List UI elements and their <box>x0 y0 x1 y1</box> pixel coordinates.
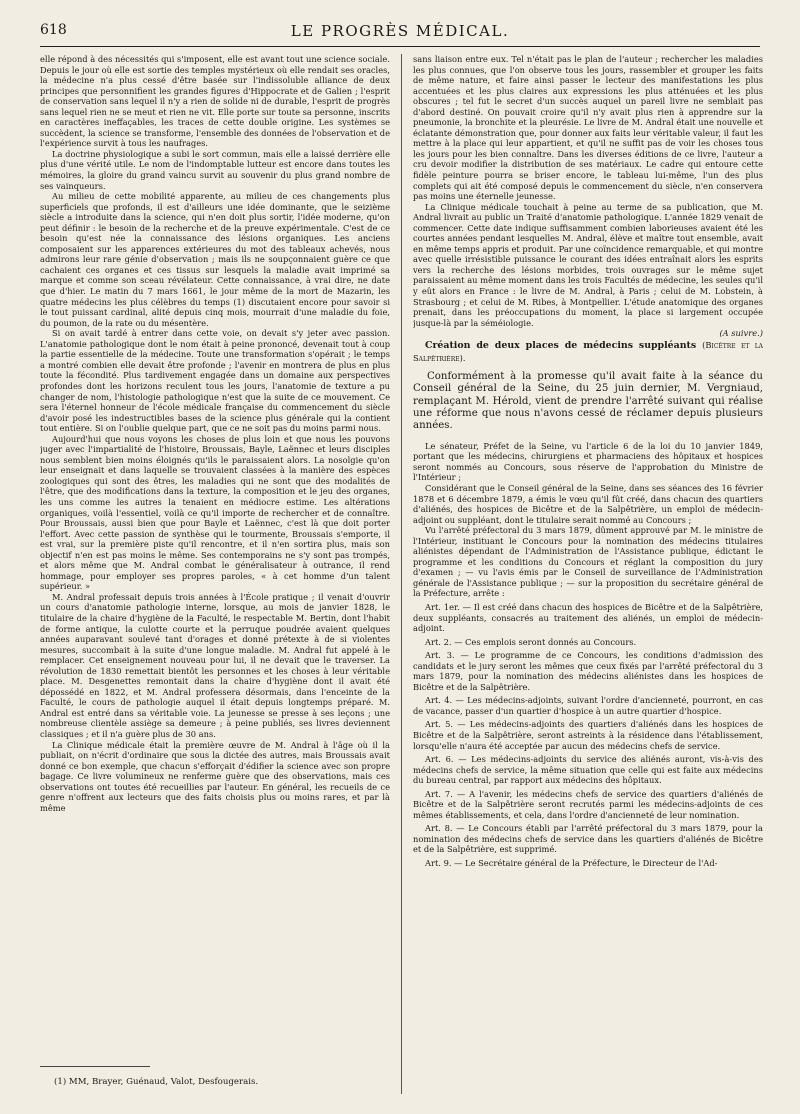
page-number: 618 <box>40 22 67 38</box>
journal-title: LE PROGRÈS MÉDICAL. <box>290 22 510 40</box>
paragraph: La doctrine physiologique a subi le sort commun, mais elle a laissé derrière elle plus d'une vérité utile. Le nom de l'indomptable lutteur est encore dans toutes les mémoires, la gloire du grand vaincu survit au souvenir du plus grand nombre de ses vainqueurs. <box>40 148 390 191</box>
decree-paragraph: Le sénateur, Préfet de la Seine, vu l'article 6 de la loi du 10 janvier 1849, portant que les médecins, chirurgiens et pharmaciens des hôpitaux et hospices seront nommés au Concours, sous réserve de l'approbation du Ministre de l'Intérieur ; <box>413 440 763 483</box>
paragraph: La Clinique médicale était la première œuvre de M. Andral à l'âge où il la publiait, on n'écrit d'ordinaire que sous la dictée des autres, mais Broussais avait donné ce bon exemple, que chacun s'efforçait d'édifier la science avec son propre bagage. Ce livre volumineux ne renferme guère que des observations, mais ces observations ont toutes été recueillies par l'auteur. En général, les recueils de ce genre n'offrent aux lecteurs que des faits choisis plus ou moins rares, et par là même <box>40 739 390 813</box>
footnote: (1) MM, Brayer, Guénaud, Valot, Desfougerais. <box>54 1077 259 1087</box>
article: Art. 2. — Ces emplois seront donnés au Concours. <box>425 636 637 647</box>
left-column <box>40 54 390 1056</box>
lead-paragraph: Conformément à la promesse qu'il avait faite à la séance du Conseil général de la Seine, du 25 juin dernier, M. Vergniaud, remplaçant M. Hérold, vient de prendre l'arrêté suivant qui réalise une réforme que nous n'avons cessé de réclamer depuis plusieurs années. <box>413 370 763 432</box>
article: Art. 1er. — Il est créé dans chacun des hospices de Bicêtre et de la Salpêtrière, deux suppléants, consacrés au traitement des aliénés, un emploi de médecin-adjoint. <box>413 602 763 634</box>
header-rule <box>40 46 760 47</box>
page-header <box>40 22 760 42</box>
paragraph: elle répond à des nécessités qui s'imposent, elle est avant tout une science sociale. Depuis le jour où elle est sortie des temples mystérieux où elle rendait ses oracles, la médecine n'a plus cessé d'être basée sur l'indissoluble alliance de deux principes que personnifient les grandes figures d'Hippocrate et de Galien ; l'esprit de conservation sans lequel il n'y a rien de solide ni de durable, l'esprit de progrès sans lequel rien ne se meut et rien ne vit. Elle porte sur toute sa personne, inscrits en caractères ineffaçables, les traces de cette double origine. Les systèmes se succèdent, la science se transforme, l'ensemble des données de l'observation et de l'expérience survit à tous les naufrages. <box>40 54 390 149</box>
article: Art. 3. — Le programme de ce Concours, les conditions d'admission des candidats et le jury seront les mêmes que ceux fixés par l'arrêté préfectoral du 3 mars 1879, pour la nomination des médecins aliénistes dans les hospices de Bicêtre et de la Salpêtrière. <box>413 650 763 692</box>
paragraph: Si on avait tardé à entrer dans cette voie, on devait s'y jeter avec passion. L'anatomie pathologique dont le nom était à peine prononcé, devenait tout à coup la partie essentielle de la médecine. Toute une transformation s'opérait ; le temps a montré combien elle devait être profonde ; l'avenir en montrera de plus en plus toute la fécondité. Plus tardivement engagée dans un domaine aux perspectives profondes dont les horizons reculent tous les jours, l'anatomie de texture a pu changer de nom, l'histologie pathologique n'est que la suite de ce mouvement. Ce sera l'éternel honneur de l'école médicale française du commencement du siècle d'avoir posé les indestructibles bases de la science plus générale qui la contient tout entière. Si on l'oublie quelque part, que ce ne soit pas du moins parmi nous. <box>40 328 390 434</box>
article: Art. 6. — Les médecins-adjoints du service des aliénés auront, vis-à-vis des médecins chefs de service, la même situation que celle qui est faite aux médecins du bureau central, par rapport aux médecins des hôpitaux. <box>413 754 763 786</box>
section-title-text: Création de deux places de médecins suppléants <box>425 339 697 351</box>
article: Art. 8. — Le Concours établi par l'arrêté préfectoral du 3 mars 1879, pour la nomination des médecins chefs de service dans les quartiers d'aliénés de Bicêtre et de la Salpêtrière, est supprimé. <box>413 823 763 855</box>
article: Art. 4. — Les médecins-adjoints, suivant l'ordre d'ancienneté, pourront, en cas de vacance, passer d'un quartier d'hospice à un autre quartier d'hospice. <box>413 695 763 716</box>
footnote-rule <box>40 1066 150 1067</box>
paragraph: sans liaison entre eux. Tel n'était pas le plan de l'auteur ; rechercher les maladies les plus connues, que l'on observe tous les jours, rassembler et grouper les faits de même nature, et faire ainsi passer le lecteur des manifestations les plus accentuées et les plus claires aux expressions les plus atténuées et les plus obscures ; tel fut le secret d'un succès auquel un pareil livre ne semblait pas d'abord destiné. On pouvait croire qu'il n'y avait plus rien à apprendre sur la pneumonie, la bronchite et la pleurésie. Le livre de M. Andral était une nouvelle et éclatante démonstration que, pour donner aux faits leur véritable valeur, il faut les mettre à la place qui leur appartient, et qu'il ne suffit pas de voir les choses tous les jours pour les bien connaître. Dans les diverses éditions de ce livre, l'auteur a cru devoir modifier la distribution de ses matériaux. Le cadre qui entoure cette fidèle peinture pourra se briser encore, le tableau lui-même, l'un des plus complets qui ait été composé depuis le commencement du siècle, n'en conservera pas moins une éternelle jeunesse. <box>413 54 763 202</box>
section-title <box>413 339 763 365</box>
decree-paragraph: Vu l'arrêté préfectoral du 3 mars 1879, dûment approuvé par M. le ministre de l'Intérieur, instituant le Concours pour la nomination des médecins titulaires aliénistes dépendant de l'Administration de l'Assistance publique, édictant le programme et les conditions du Concours et réglant la composition du jury d'examen ; — vu l'avis émis par le Conseil de surveillance de l'Administration générale de l'Assistance publique ; — sur la proposition du secrétaire général de la Préfecture, arrête : <box>413 525 763 599</box>
article: Art. 5. — Les médecins-adjoints des quartiers d'aliénés dans les hospices de Bicêtre et de la Salpêtrière, seront astreints à la résidence dans l'établissement, lorsqu'elle n'aura été acceptée par aucun des médecins chefs de service. <box>413 719 763 751</box>
section-subtitle: (Bicêtre et la Salpêtrière). <box>413 339 763 363</box>
article: Art. 9. — Le Secrétaire général de la Préfecture, le Directeur de l'Ad- <box>425 858 718 869</box>
column-divider <box>401 54 402 1094</box>
to-be-continued: (A suivre.) <box>719 328 763 339</box>
right-column <box>413 54 763 1094</box>
decree-paragraph: Considérant que le Conseil général de la Seine, dans ses séances des 16 février 1878 et 6 décembre 1879, a émis le vœu qu'il fût créé, dans chacun des quartiers d'aliénés, des hospices de Bicêtre et de la Salpêtrière, un emploi de médecin-adjoint ou suppléant, dont le titulaire serait nommé au Concours ; <box>413 482 763 525</box>
paragraph: M. Andral professait depuis trois années à l'École pratique ; il venait d'ouvrir un cours d'anatomie pathologie interne, lorsque, au mois de janvier 1828, le titulaire de la chaire d'hygiène de la Faculté, le respectable M. Bertin, dont l'habit de forme antique, la culotte courte et la perruque poudrée avaient quelques années auparavant soulevé tant d'orages et donné prétexte à de si violentes mesures, succombait à la suite d'une longue maladie. M. Andral fut appelé à le remplacer. Cet enseignement nouveau pour lui, il ne devait que le traverser. La révolution de 1830 remettait bientôt les personnes et les choses à leur véritable place. M. Desgenettes remontait dans la chaire d'hygiène dont il avait été dépossédé en 1822, et M. Andral professera désormais, dans l'enceinte de la Faculté, le cours de pathologie auquel il était depuis longtemps préparé. M. Andral est entré dans sa véritable voie. La jeunesse se presse à ses leçons ; une nombreuse clientèle assiège sa demeure ; à peine publiés, ses livres deviennent classiques ; et il n'a guère plus de 30 ans. <box>40 591 390 739</box>
paragraph: Aujourd'hui que nous voyons les choses de plus loin et que nous les pouvons juger avec l'impartialité de l'histoire, Broussais, Bayle, Laënnec et leurs disciples nous semblent bien moins éloignés qu'ils le paraissaient alors. La nosolgie qu'on leur enseignait et dans laquelle se trouvaient classées à la manière des espèces zoologiques qui sont des êtres, les maladies qui ne sont que des modalités de l'être, que des modifications dans la texture, la composition et le jeu des organes, les uns comme les autres la tenaient en médiocre estime. Les altérations organiques, voilà l'essentiel, voilà ce qu'il importe de rechercher et de connaître. Pour Broussais, aussi bien que pour Bayle et Laënnec, c'est là que doit porter l'effort. Avec cette passion de synthèse qui le tourmente, Broussais s'emporte, il est vrai, sur la première piste qu'il rencontre, et il n'en sortira plus, mais son objectif n'en est pas moins le même. Ses contemporains ne s'y sont pas trompés, et alors même que M. Andral combat le généralisateur à outrance, il rend hommage, pour employer ses propres paroles, « à cet homme d'un talent supérieur. » <box>40 433 390 592</box>
paragraph: Au milieu de cette mobilité apparente, au milieu de ces changements plus superficiels que profonds, il est d'ailleurs une idée dominante, que le seizième siècle a introduite dans la science, qui n'en doit plus sortir, l'idée moderne, qu'on peut définir : le besoin de la recherche et de la preuve expérimentale. C'est de ce besoin qu'est née la connaissance des lésions organiques. Les anciens composaient sur les apparences extérieures du mot des tableaux achevés, nous admirons leur rare génie d'observation ; mais ils ne soupçonnaient guère ce que cachaient ces organes et ces tissus sur lesquels la maladie avait imprimé sa marque et comme son sceau révélateur. Cette connaissance, à vrai dire, ne date que d'hier. Le matin du 7 mars 1661, le jour même de la mort de Mazarin, les quatre médecins les plus célèbres du temps (1) discutaient encore pour savoir si le tout puissant cardinal, alité depuis cinq mois, mourrait d'une maladie du foie, du poumon, de la rate ou du mésentère. <box>40 191 390 328</box>
article: Art. 7. — A l'avenir, les médecins chefs de service des quartiers d'aliénés de Bicêtre et de la Salpêtrière seront recrutés parmi les médecins-adjoints de ces mêmes établissements, et cela, dans l'ordre d'ancienneté de leur nomination. <box>413 788 763 820</box>
paragraph: La Clinique médicale touchait à peine au terme de sa publication, que M. Andral livrait au public un Traité d'anatomie pathologique. L'année 1829 venait de commencer. Cette date indique suffisamment combien laborieuses avaient été les courtes années pendant lesquelles M. Andral, élève et maître tout ensemble, avait en même temps appris et produit. Par une coïncidence remarquable, et qui montre avec quelle irrésistible puissance le courant des idées entraînait alors les esprits vers la recherche des lésions morbides, trois ouvrages sur le même sujet paraissaient au même moment dans les trois Facultés de médecine, les seules qu'il y eût alors en France : le livre de M. Andral, à Paris ; celui de M. Lobstein, à Strasbourg ; et celui de M. Ribes, à Montpellier. L'étude anatomique des organes prenait, dans les préoccupations du moment, la place si largement occupée jusque-là par la séméiologie. <box>413 201 763 328</box>
